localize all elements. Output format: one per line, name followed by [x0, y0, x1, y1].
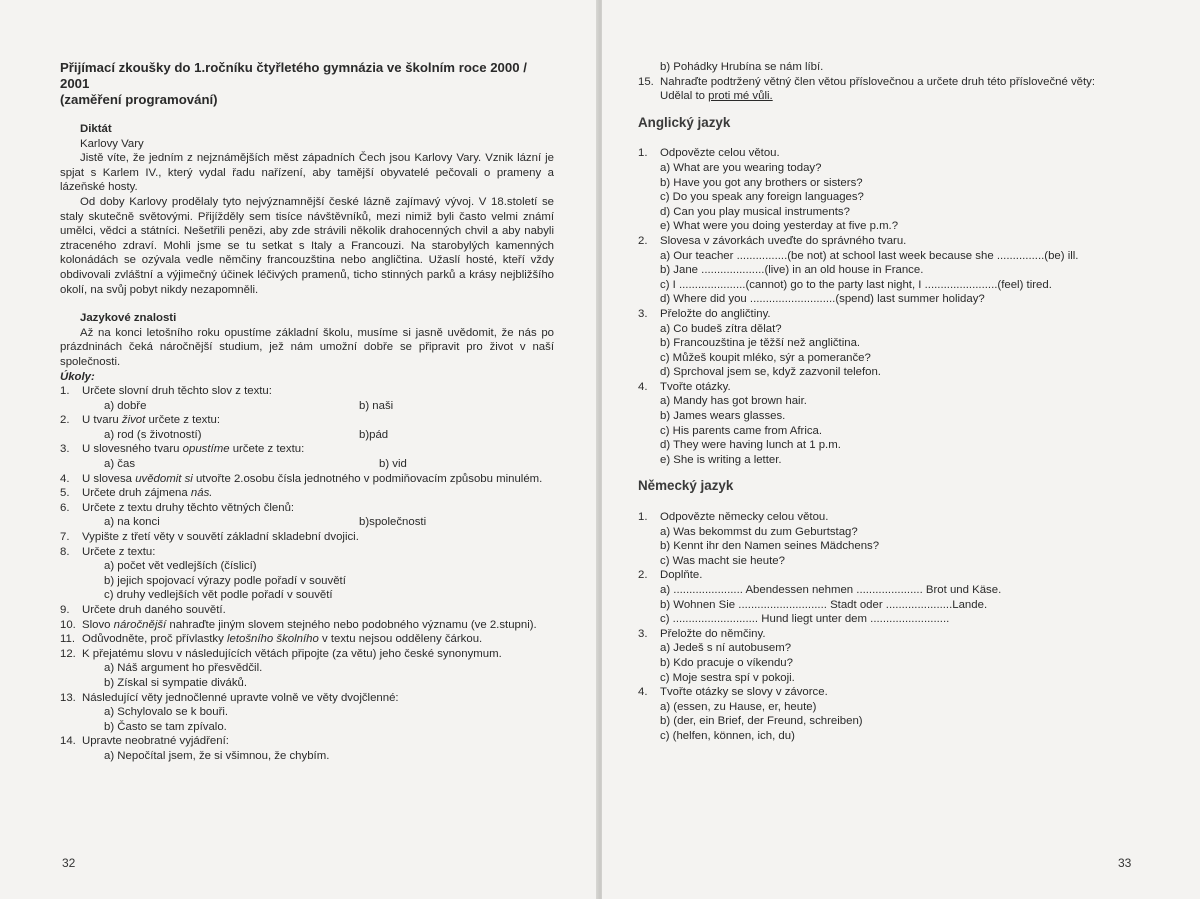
task-item: 8. Určete z textu: a) počet vět vedlejších (číslicí) b) jejich spojovací výrazy podle pořadí v souvětí c) druhy vedlejších vět podle pořadí v souvětí [60, 545, 346, 602]
left-page [0, 0, 598, 899]
task-item: 13. Následující věty jednočlenné upravte volně ve věty dvojčlenné: a) Schylovalo se k bouři. b) Často se tam zpívalo. [60, 691, 399, 733]
left-page-content [60, 60, 554, 764]
task-item: 3. Přeložte do němčiny. a) Jedeš s ní autobusem? b) Kdo pracuje o víkendu? c) Moje sestra spí v pokoji. [638, 627, 795, 684]
czech-task-list-continued [638, 60, 1138, 104]
exam-title: Přijímací zkoušky do 1.ročníku čtyřletého gymnázia ve školním roce 2000 / 2001 (zaměření programování) [60, 60, 527, 107]
dictation-paragraph-1: Jistě víte, že jedním z nejznámějších měst západních Čech jsou Karlovy Vary. Vznik lázní je spjat s Karlem IV., který vydal řadu nařízení, aby tamější obyvatelé pečovali o prameny a lázeňské hosty. [60, 152, 554, 194]
task-item: 5. Určete druh zájmena nás. [60, 487, 213, 500]
czech-task-list [60, 384, 554, 763]
task-item: 12. K přejatému slovu v následujících větách připojte (za větu) jeho české synonymum. a) Náš argument ho přesvědčil. b) Získal si sympatie diváků. [60, 647, 502, 689]
dictation-paragraph-2: Od doby Karlovy prodělaly tyto nejvýznamnější české lázně zajímavý vývoj. V 18.století se staly skutečně světovými. Přijížděly sem tisíce návštěvníků, mezi nimiž byli často velmi známí umělci, vědci a státníci. Nešetřili penězi, aby zde strávili několik drahocenných chvil a aby nabyli ztraceného zdraví. Mohli jsme se tu setkat s Italy a Francouzi. Na starobylých kamenných kolonádách se ozývala vedle němčiny francouzština nebo angličtina. Užaslí hosté, kteří vždy obdivovali zvláštní a výjimečný účinek léčivých pramenů, ticho stinných parků a krásy nejbližšího okolí, na svůj pobyt nikdy nezapomněli. [60, 195, 554, 296]
task-item: 2. Doplňte. a) ...................... Abendessen nehmen ..................... Brot und Käse. b) Wohnen Sie ............................ Stadt oder .....................Lande. c) ........................... Hund liegt unter dem ......................... [638, 569, 1002, 626]
task-item: 4. Tvořte otázky se slovy v závorce. a) (essen, zu Hause, er, heute) b) (der, ein Brief, der Freund, schreiben) c) (helfen, können, ich, du) [638, 686, 863, 742]
page-number: 32 [62, 856, 76, 870]
task-item: b) Pohádky Hrubína se nám líbí. [660, 61, 824, 73]
task-item: 2. Slovesa v závorkách uveďte do správného tvaru. a) Our teacher ................(be not) at school last week because she ...............(be) ill. b) Jane ....................(live) in an old house in France. c) I .....................(cannot) go to the party last night, I .......................(feel) tired. d) Where did you ...........................(spend) last summer holiday? [638, 234, 1079, 306]
language-paragraph: Až na konci letošního roku opustíme základní školu, musíme si jasně uvědomit, že nás po prázdninách čeká náročnější studium, jež nám umožní dobře se připravit pro život v naší společnosti. [60, 326, 554, 368]
task-item: 3. Přeložte do angličtiny. a) Co budeš zítra dělat? b) Francouzština je těžší než angličtina. c) Můžeš koupit mléko, sýr a pomeranče? d) Sprchoval jsem se, když zazvonil telefon. [638, 307, 881, 379]
german-heading: Německý jazyk [638, 478, 734, 494]
task-item: 11. Odůvodněte, proč přívlastky letošního školního v textu nejsou odděleny čárkou. [60, 633, 483, 646]
english-heading: Anglický jazyk [638, 114, 731, 130]
task-item: 14. Upravte neobratné vyjádření: a) Nepočítal jsem, že si všimnou, že chybím. [60, 735, 330, 762]
dictation-heading: Diktát [80, 123, 112, 135]
task-item: 9. Určete druh daného souvětí. [60, 604, 226, 616]
task-item: 1. Určete slovní druh těchto slov z textu: a) dobře b) naši [60, 385, 394, 412]
task-item: 3. U slovesného tvaru opustíme určete z textu: a) čas b) vid [60, 443, 407, 471]
language-heading: Jazykové znalosti [80, 312, 177, 325]
task-item: 4. U slovesa uvědomit si utvořte 2.osobu čísla jednotného v podmiňovacím způsobu minulém. [60, 472, 543, 485]
task-item: 4. Tvořte otázky. a) Mandy has got brown hair. b) James wears glasses. c) His parents came from Africa. d) They were having lunch at 1 p.m. e) She is writing a letter. [638, 380, 841, 466]
tasks-label: Úkoly: [60, 370, 95, 383]
german-task-list [638, 510, 1138, 744]
dictation-subtitle: Karlovy Vary [80, 137, 144, 150]
right-page [602, 0, 1200, 899]
task-item: 2. U tvaru život určete z textu: a) rod (s životností) b)pád [60, 414, 389, 441]
task-item: 6. Určete z textu druhy těchto větných členů: a) na konci b)společnosti [60, 501, 427, 529]
task-item: 7. Vypište z třetí věty v souvětí základní skladební dvojici. [60, 531, 359, 544]
task-item: 15. Nahraďte podtržený větný člen větou příslovečnou a určete druh této příslovečné věty: Udělal to proti mé vůli. [638, 75, 1096, 103]
english-task-list [638, 146, 1138, 467]
task-item: 1. Odpovězte celou větou. a) What are you wearing today? b) Have you got any brothers or sisters? c) Do you speak any foreign languages? d) Can you play musical instruments? e) What were you doing yesterday at five p.m.? [638, 147, 899, 233]
task-item: 10. Slovo náročnější nahraďte jiným slovem stejného nebo podobného významu (ve 2.stupni). [60, 618, 537, 631]
task-item: 1. Odpovězte německy celou větou. a) Was bekommst du zum Geburtstag? b) Kennt ihr den Namen seines Mädchens? c) Was macht sie heute? [638, 511, 880, 567]
right-page-content [638, 60, 1138, 744]
page-number: 33 [1118, 856, 1132, 870]
